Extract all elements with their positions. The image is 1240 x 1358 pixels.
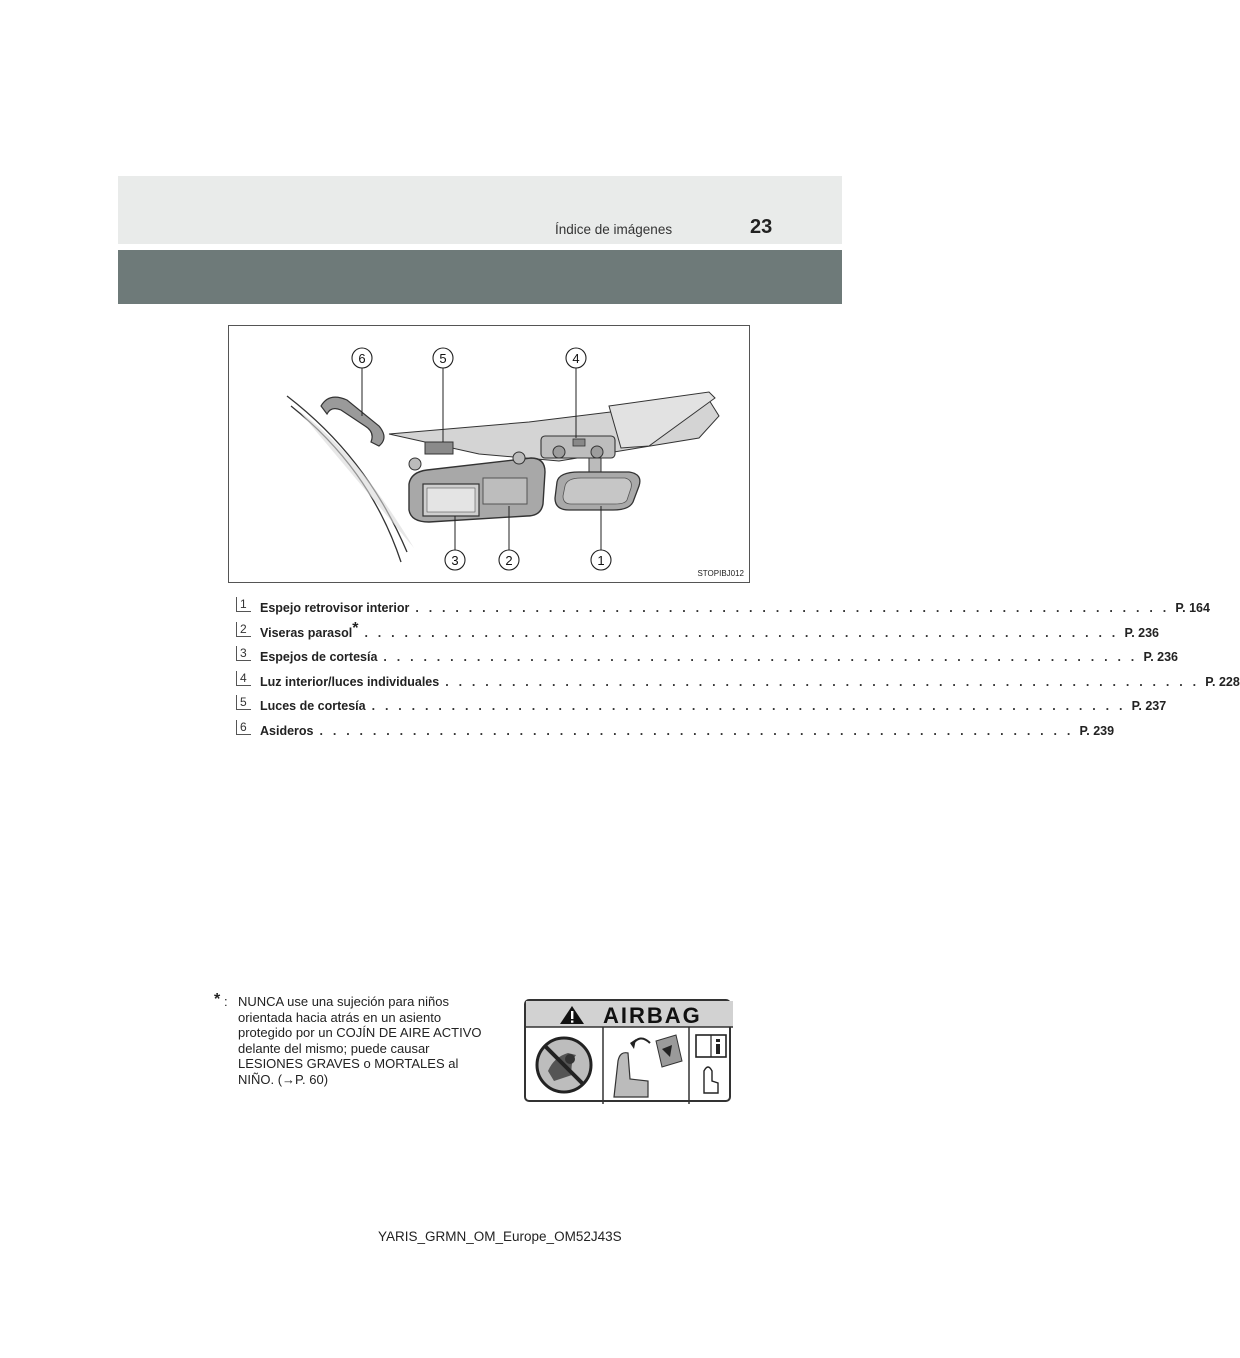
legend-number: 4	[236, 671, 251, 686]
leader-dots: . . . . . . . . . . . . . . . . . . . . . . . . . . . . . . . . . . . . . . . . . . . . . . . . . . . . . . . . .	[371, 699, 1126, 713]
legend-label: Luces de cortesía	[260, 699, 366, 713]
legend-label: Asideros	[260, 723, 314, 738]
legend-item	[236, 694, 1167, 719]
no-rear-facing-seat-icon	[537, 1038, 591, 1092]
legend-item	[236, 645, 1178, 670]
legend-page-ref[interactable]: P. 236	[1143, 650, 1178, 664]
legend-label: Espejos de cortesía	[260, 650, 378, 664]
legend-item	[236, 596, 1210, 621]
legend-page-ref[interactable]: P. 239	[1079, 723, 1115, 738]
header-band	[118, 176, 842, 244]
airbag-deploy-seat-icon	[614, 1035, 682, 1097]
leader-dots: . . . . . . . . . . . . . . . . . . . . . . . . . . . . . . . . . . . . . . . . . . . . . . . . . . . . . . . . .	[319, 723, 1074, 738]
legend-number: 1	[236, 597, 251, 612]
figure-code: STOPIBJ012	[697, 569, 744, 578]
leader-dots: . . . . . . . . . . . . . . . . . . . . . . . . . . . . . . . . . . . . . . . . . . . . . . . . . . . . . . . . .	[445, 674, 1200, 689]
footnote-line: protegido por un COJÍN DE AIRE ACTIVO	[238, 1025, 482, 1040]
footnote-star: *	[214, 991, 221, 1008]
callout-1: 1	[597, 553, 605, 568]
airbag-title: AIRBAG	[603, 1003, 702, 1028]
callout-6: 6	[358, 351, 366, 366]
document-id: YARIS_GRMN_OM_Europe_OM52J43S	[378, 1229, 622, 1244]
leader-dots: . . . . . . . . . . . . . . . . . . . . . . . . . . . . . . . . . . . . . . . . . . . . . . . . . . . . . . . . .	[415, 601, 1170, 615]
owners-manual-icon	[696, 1035, 726, 1093]
legend-label: Luz interior/luces individuales	[260, 674, 440, 689]
interior-overhead-illustration	[228, 325, 750, 583]
legend-label	[260, 620, 359, 640]
callout-5: 5	[439, 351, 447, 366]
legend-label: Espejo retrovisor interior	[260, 601, 410, 615]
callout-3: 3	[451, 553, 459, 568]
legend-page-ref[interactable]: P. 228	[1205, 674, 1240, 689]
footnote-marker: *	[352, 620, 359, 638]
airbag-warning-label	[524, 999, 731, 1102]
footnote-line: NUNCA use una sujeción para niños	[238, 994, 450, 1009]
legend-item	[236, 620, 1160, 646]
footnote-line: orientada hacia atrás en un asiento	[238, 1009, 442, 1025]
callout-2: 2	[505, 553, 513, 568]
legend-number: 6	[236, 720, 251, 735]
callout-4: 4	[572, 351, 580, 366]
legend-number: 5	[236, 695, 251, 710]
legend-item	[236, 719, 1115, 744]
legend-number: 2	[236, 622, 251, 637]
page-number: 23	[750, 216, 773, 238]
footnote-line: LESIONES GRAVES o MORTALES al	[238, 1056, 459, 1071]
legend-page-ref[interactable]: P. 237	[1131, 699, 1167, 713]
leader-dots: . . . . . . . . . . . . . . . . . . . . . . . . . . . . . . . . . . . . . . . . . . . . . . . . . . . . . . . . .	[383, 650, 1138, 664]
legend-page-ref[interactable]: P. 236	[1124, 625, 1160, 640]
footnote	[214, 991, 504, 1087]
section-title: Índice de imágenes	[555, 222, 673, 237]
leader-dots: . . . . . . . . . . . . . . . . . . . . . . . . . . . . . . . . . . . . . . . . . . . . . . . . . . . . . . . . .	[364, 625, 1119, 640]
legend-page-ref[interactable]: P. 164	[1175, 601, 1210, 615]
footnote-line: delante del mismo; puede causar	[238, 1040, 430, 1056]
legend-number: 3	[236, 646, 251, 661]
footnote-line[interactable]: NIÑO. (→P. 60)	[238, 1071, 329, 1087]
figure-legend	[236, 596, 1240, 743]
dark-title-band	[118, 250, 842, 304]
legend-item	[236, 670, 1240, 695]
footnote-colon: :	[224, 994, 228, 1009]
legend-label-text: Viseras parasol	[260, 625, 353, 640]
